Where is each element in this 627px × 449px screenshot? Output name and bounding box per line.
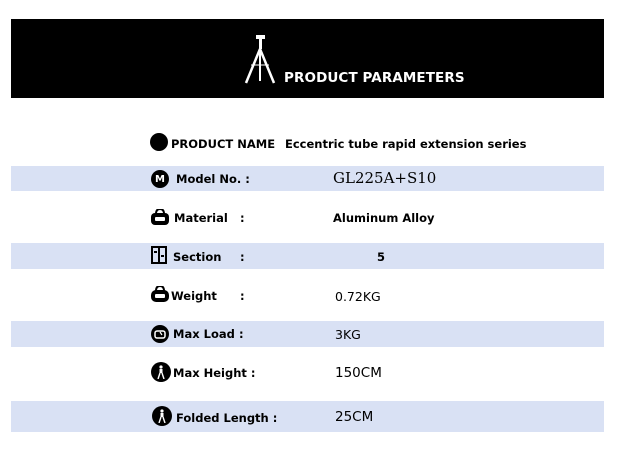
spec-value: GL225A+S10	[333, 169, 437, 187]
spec-row-max-height	[11, 358, 604, 388]
spec-row-max-load	[11, 321, 604, 347]
spec-value: 25CM	[335, 409, 374, 425]
spec-value: 5	[377, 250, 386, 264]
scale-icon	[151, 325, 169, 343]
spec-value: 3KG	[335, 327, 361, 342]
spec-label: Weight	[171, 289, 217, 303]
section-icon	[151, 246, 167, 264]
spec-row-weight	[11, 280, 604, 310]
spec-label: Max Height :	[173, 366, 256, 380]
header-banner	[11, 19, 604, 98]
spec-label: Max Load	[173, 327, 235, 341]
spec-label: Section	[173, 250, 222, 264]
spec-value: 150CM	[335, 365, 382, 381]
spec-row-section	[11, 243, 604, 269]
spec-colon: :	[239, 327, 244, 341]
spec-row-material	[11, 203, 604, 231]
spec-value: Eccentric tube rapid extension series	[285, 137, 527, 151]
spec-colon: :	[240, 289, 245, 303]
spec-row-product-name	[11, 130, 604, 156]
spec-label: Material	[174, 211, 228, 225]
spec-row-model	[11, 166, 604, 191]
folded-icon	[152, 406, 172, 426]
height-icon	[151, 362, 171, 382]
spec-label: PRODUCT NAME	[171, 137, 276, 151]
spec-colon: :	[240, 250, 245, 264]
spec-value: Aluminum Alloy	[333, 211, 435, 225]
spec-row-folded-length	[11, 401, 604, 432]
spec-colon: :	[240, 211, 245, 225]
tripod-icon	[243, 35, 277, 85]
spec-label: Model No. :	[176, 172, 250, 186]
spec-label: Folded Length :	[176, 411, 278, 425]
m-circle-icon: M	[151, 170, 169, 188]
spec-value: 0.72KG	[335, 289, 381, 304]
black-dot-icon	[150, 133, 168, 151]
header-title: PRODUCT PARAMETERS	[284, 70, 465, 86]
weight-icon	[151, 286, 169, 302]
bag-icon	[151, 209, 169, 225]
